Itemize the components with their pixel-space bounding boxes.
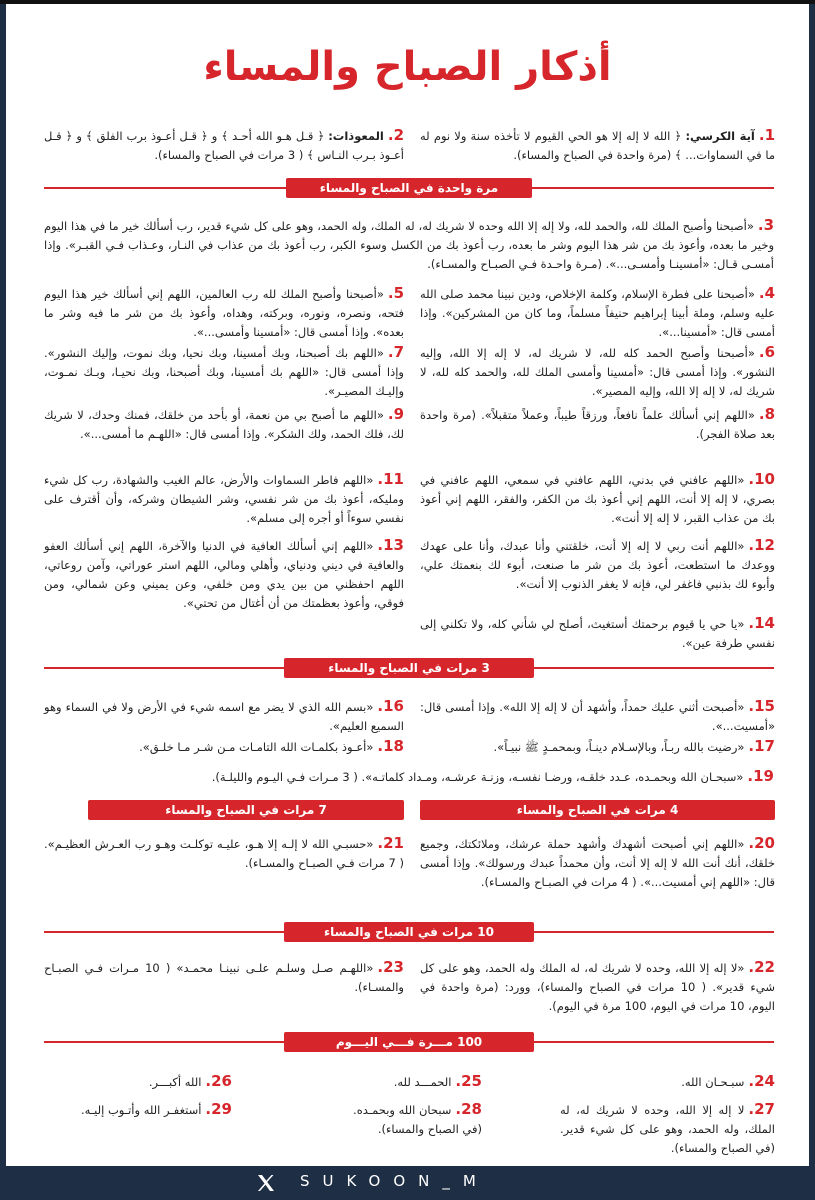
item-text: «اللهم عافني في بدني، اللهم عافني في سمعي، اللهم عافني في بصري، لا إله إلا أنت، اللهم إني أعوذ بك من الكفر، والفقر، اللهم إني أعوذ بك من عذاب القبر، لا إله إلا أنت». <box>420 473 775 525</box>
item-number: 10. <box>748 470 775 488</box>
section-label: 4 مرات في الصباح والمساء <box>420 800 775 820</box>
item-keyword: آية الكرسي: <box>685 129 755 143</box>
item-number: 5. <box>387 284 404 302</box>
item-text: «اللهم أنت ربي لا إله إلا أنت، خلقتني وأنا عبدك، وأنا على عهدك ووعدك ما استطعت، أعوذ بك من شر ما صنعت، أبوء لك بنعمتك علي، وأبوء لك بذنبي فاغفر لي، فإنه لا يغفر الذنوب إلا أنت». <box>420 539 775 591</box>
item-number: 16. <box>377 697 404 715</box>
item-number: 12. <box>748 536 775 554</box>
item-text: ﴿ الله لا إله إلا هو الحي القيوم لا تأخذه سنة ولا نوم له ما في السماوات... ﴾ (مرة واحدة في الصباح والمساء). <box>420 129 775 162</box>
section-band-seven <box>88 800 404 820</box>
item-22 <box>420 958 775 1016</box>
item-5 <box>44 284 404 342</box>
item-8 <box>420 405 775 444</box>
item-text: سبحان الله وبحمـده. <box>353 1103 452 1117</box>
footer-bar <box>0 1166 815 1200</box>
item-text: «بسم الله الذي لا يضر مع اسمه شيء في الأرض ولا في السماء وهو السميع العليم». <box>44 700 404 733</box>
item-16 <box>44 697 404 736</box>
item-number: 21. <box>377 834 404 852</box>
item-text: «اللهم إني أصبحت أشهدك وأشهد حملة عرشك، وملائكتك، وجميع خلقك، أنك أنت الله لا إله إلا أنت، وأن محمداً عبدك ورسولك». وإذا أمسى قال: «اللهم إني أمسيت...». ( 4 مرات في الصبـاح والمسـاء). <box>420 837 775 889</box>
item-text: ﴿ قـل هـو الله أحـد ﴾ و ﴿ قـل أعـوذ برب الفلق ﴾ و ﴿ قـل أعـوذ بـرب النـاس ﴾ ( 3 مرات في الصباح والمساء). <box>44 129 404 162</box>
item-text: «أصبحنا وأصبح الحمد كله لله، لا شريك له، لا إله إلا الله، وإليه النشور». وإذا أمسى قال: «أمسينا وأمسى الملك لله، والحمد كله لله، لا شريك له، لا إله إلا الله، وإليه المصير». <box>420 346 775 398</box>
item-1 <box>420 126 775 165</box>
item-19 <box>44 767 774 787</box>
item-text: الله أكبـــر. <box>148 1075 202 1089</box>
item-12 <box>420 536 775 594</box>
item-text: «اللهـم صـل وسلـم علـى نبينـا محمـد» ( 10 مـرات فـي الصبـاح والمسـاء). <box>44 961 404 994</box>
item-number: 26. <box>205 1072 232 1090</box>
item-text: «أصبحت أثني عليك حمداً، وأشهد أن لا إله إلا الله». وإذا أمسى قال: «أمسيت...». <box>420 700 775 733</box>
item-number: 4. <box>758 284 775 302</box>
section-band-three <box>44 658 774 678</box>
item-number: 11. <box>377 470 404 488</box>
item-number: 28. <box>455 1100 482 1118</box>
item-number: 1. <box>758 126 775 144</box>
item-13 <box>44 536 404 613</box>
item-29 <box>44 1100 232 1120</box>
section-label: 100 مـــرة فـــي اليـــوم <box>284 1032 534 1052</box>
item-text: «سبحـان الله وبحمـده، عـدد خلقـه، ورضـا نفسـه، وزنـة عرشـه، ومـداد كلماتـه». ( 3 مـرات فـي اليـوم والليلـة). <box>211 770 744 784</box>
item-number: 18. <box>377 737 404 755</box>
item-text: «اللهم فاطر السماوات والأرض، عالم الغيب والشهادة، رب كل شيء ومليكه، أعوذ بك من شر نفسي، وشر الشيطان وشركه، وأن أقترف على نفسي سوءاً أو أجره إلى مسلم». <box>44 473 404 525</box>
item-28 <box>300 1100 482 1139</box>
section-band-once <box>44 178 774 198</box>
item-21 <box>44 834 404 873</box>
item-text: «لا إله إلا الله، وحده لا شريك له، له الملك وله الحمد، وهو على كل شيء قدير». ( 10 مرات في الصباح والمساء)، وورد: (مرة واحدة في اليوم، 10 مرات في اليوم، 100 مرة في اليوم). <box>420 961 775 1013</box>
item-text: «يا حي يا قيوم برحمتك أستغيث، أصلح لي شأني كله، ولا تكلني إلى نفسي طرفة عين». <box>420 617 775 650</box>
item-25 <box>300 1072 482 1092</box>
item-2 <box>44 126 404 165</box>
item-number: 17. <box>748 737 775 755</box>
item-text: «أصبحنا وأصبح الملك لله، والحمد لله، ولا إله إلا الله وحده لا شريك له، له الملك، وله الحمد، وهو على كل شيء قدير، رب أسألك خير ما في هذا اليوم وخير ما بعده، وأعوذ بك من شر هذا اليوم وشر ما بعده، رب أعوذ بك من الكسل وسوء الكبر، رب أعوذ بك من عذاب في النـار، وعـذاب فـي القبـر». وإذا أمسـى قـال: «أمسينـا وأمسـى...». (مـرة واحـدة فـي الصبـاح والمسـاء). <box>44 219 774 271</box>
item-number: 8. <box>758 405 775 423</box>
item-text: «أصبحنا وأصبح الملك لله رب العالمين، اللهم إني أسألك خير هذا اليوم فتحه، ونصره، ونوره، وبركته، وهداه، وأعوذ بك من شر ما فيه وشر ما بعده». وإذا أمسى قال: «أمسينا وأمسى...». <box>44 287 404 339</box>
item-text: لا إله إلا الله، وحده لا شريك له، له الملك، وله الحمد، وهو على كل شيء قدير.(في الصباح والمساء). <box>560 1103 775 1155</box>
section-label: 10 مرات في الصباح والمساء <box>284 922 534 942</box>
item-text: «اللهم إني أسألك علماً نافعاً، ورزقاً طيباً، وعملاً متقبلاً». (مرة واحدة بعد صلاة الفجر). <box>420 408 775 441</box>
section-band-four <box>420 800 775 820</box>
item-text: الحمـــد لله. <box>393 1075 452 1089</box>
item-number: 7. <box>387 343 404 361</box>
item-15 <box>420 697 775 736</box>
item-3 <box>44 216 774 274</box>
item-9 <box>44 405 404 444</box>
section-band-ten <box>44 922 774 942</box>
item-23 <box>44 958 404 997</box>
item-note: (في الصباح والمساء). <box>377 1122 482 1136</box>
item-26 <box>60 1072 232 1092</box>
item-number: 2. <box>387 126 405 144</box>
item-text: «اللهم بك أصبحنا، وبك أمسينا، وبك نحيا، وبك نموت، وإليك النشور». وإذا أمسى قال: «اللهم بك أمسينا، وبك أصبحنا، وبك نحيـا، وبـك نمـوت، وإليـك المصيـر». <box>44 346 404 398</box>
item-number: 25. <box>455 1072 482 1090</box>
item-number: 29. <box>205 1100 232 1118</box>
item-text: «اللهم إني أسألك العافية في الدنيا والآخرة، اللهم إني أسألك العفو والعافية في ديني ودنياي، وأهلي ومالي، اللهم استر عوراتي، وآمن روعاتي، اللهم احفظني من بين يدي ومن خلفي، وعن يميني وعن شمالي، ومن فوقي، وأعوذ بعظمتك من أن أغتال من تحتي». <box>44 539 404 610</box>
item-number: 3. <box>757 216 774 234</box>
item-number: 13. <box>377 536 404 554</box>
item-20 <box>420 834 775 892</box>
item-text: سبـحـان الله. <box>681 1075 745 1089</box>
item-4 <box>420 284 775 342</box>
item-24 <box>560 1072 775 1092</box>
item-number: 15. <box>748 697 775 715</box>
item-number: 14. <box>748 614 775 632</box>
x-logo-icon <box>256 1173 276 1193</box>
item-keyword: المعوذات: <box>328 129 384 143</box>
item-14 <box>420 614 775 653</box>
item-27 <box>560 1100 775 1158</box>
item-6 <box>420 343 775 401</box>
item-text: «اللهم ما أصبح بي من نعمة، أو بأحد من خلقك، فمنك وحدك، لا شريك لك، فلك الحمد، ولك الشكر». وإذا أمسى قال: «اللهـم ما أمسى...». <box>44 408 404 441</box>
item-17 <box>420 737 775 757</box>
item-text: أستغفـر الله وأتـوب إليـه. <box>80 1103 202 1117</box>
item-10 <box>420 470 775 528</box>
item-text: «رضيت بالله ربـاً، وبالإسـلام دينـاً، وبمحمـدٍ ﷺ نبيـاً». <box>493 740 745 754</box>
item-number: 24. <box>748 1072 775 1090</box>
item-number: 20. <box>748 834 775 852</box>
section-band-hundred <box>44 1032 774 1052</box>
item-number: 22. <box>748 958 775 976</box>
item-number: 9. <box>387 405 404 423</box>
section-label: 3 مرات في الصباح والمساء <box>284 658 534 678</box>
item-number: 6. <box>758 343 775 361</box>
section-label: 7 مرات في الصباح والمساء <box>88 800 404 820</box>
section-label: مرة واحدة في الصباح والمساء <box>286 178 532 198</box>
item-18 <box>44 737 404 757</box>
item-number: 23. <box>377 958 404 976</box>
item-text: «حسبـي الله لا إلـه إلا هـو، عليـه توكلـت وهـو رب العـرش العظيـم». ( 7 مرات فـي الصبـاح والمسـاء). <box>44 837 404 870</box>
item-number: 27. <box>748 1100 775 1118</box>
page-title: أذكار الصباح والمساء <box>203 44 612 90</box>
item-7 <box>44 343 404 401</box>
item-11 <box>44 470 404 528</box>
footer-brand: SUKOON_M <box>300 1172 489 1190</box>
item-text: «أعـوذ بكلمـات الله التامـات مـن شـر مـا خلـق». <box>139 740 374 754</box>
item-text: «أصبحنا على فطرة الإسلام، وكلمة الإخلاص، ودين نبينا محمد صلى الله عليه وسلم، وملة أبينا إبراهيم حنيفاً مسلماً، وما كان من المشركين». وإذا أمسى قال: «أمسينا...». <box>420 287 775 339</box>
item-number: 19. <box>747 767 774 785</box>
